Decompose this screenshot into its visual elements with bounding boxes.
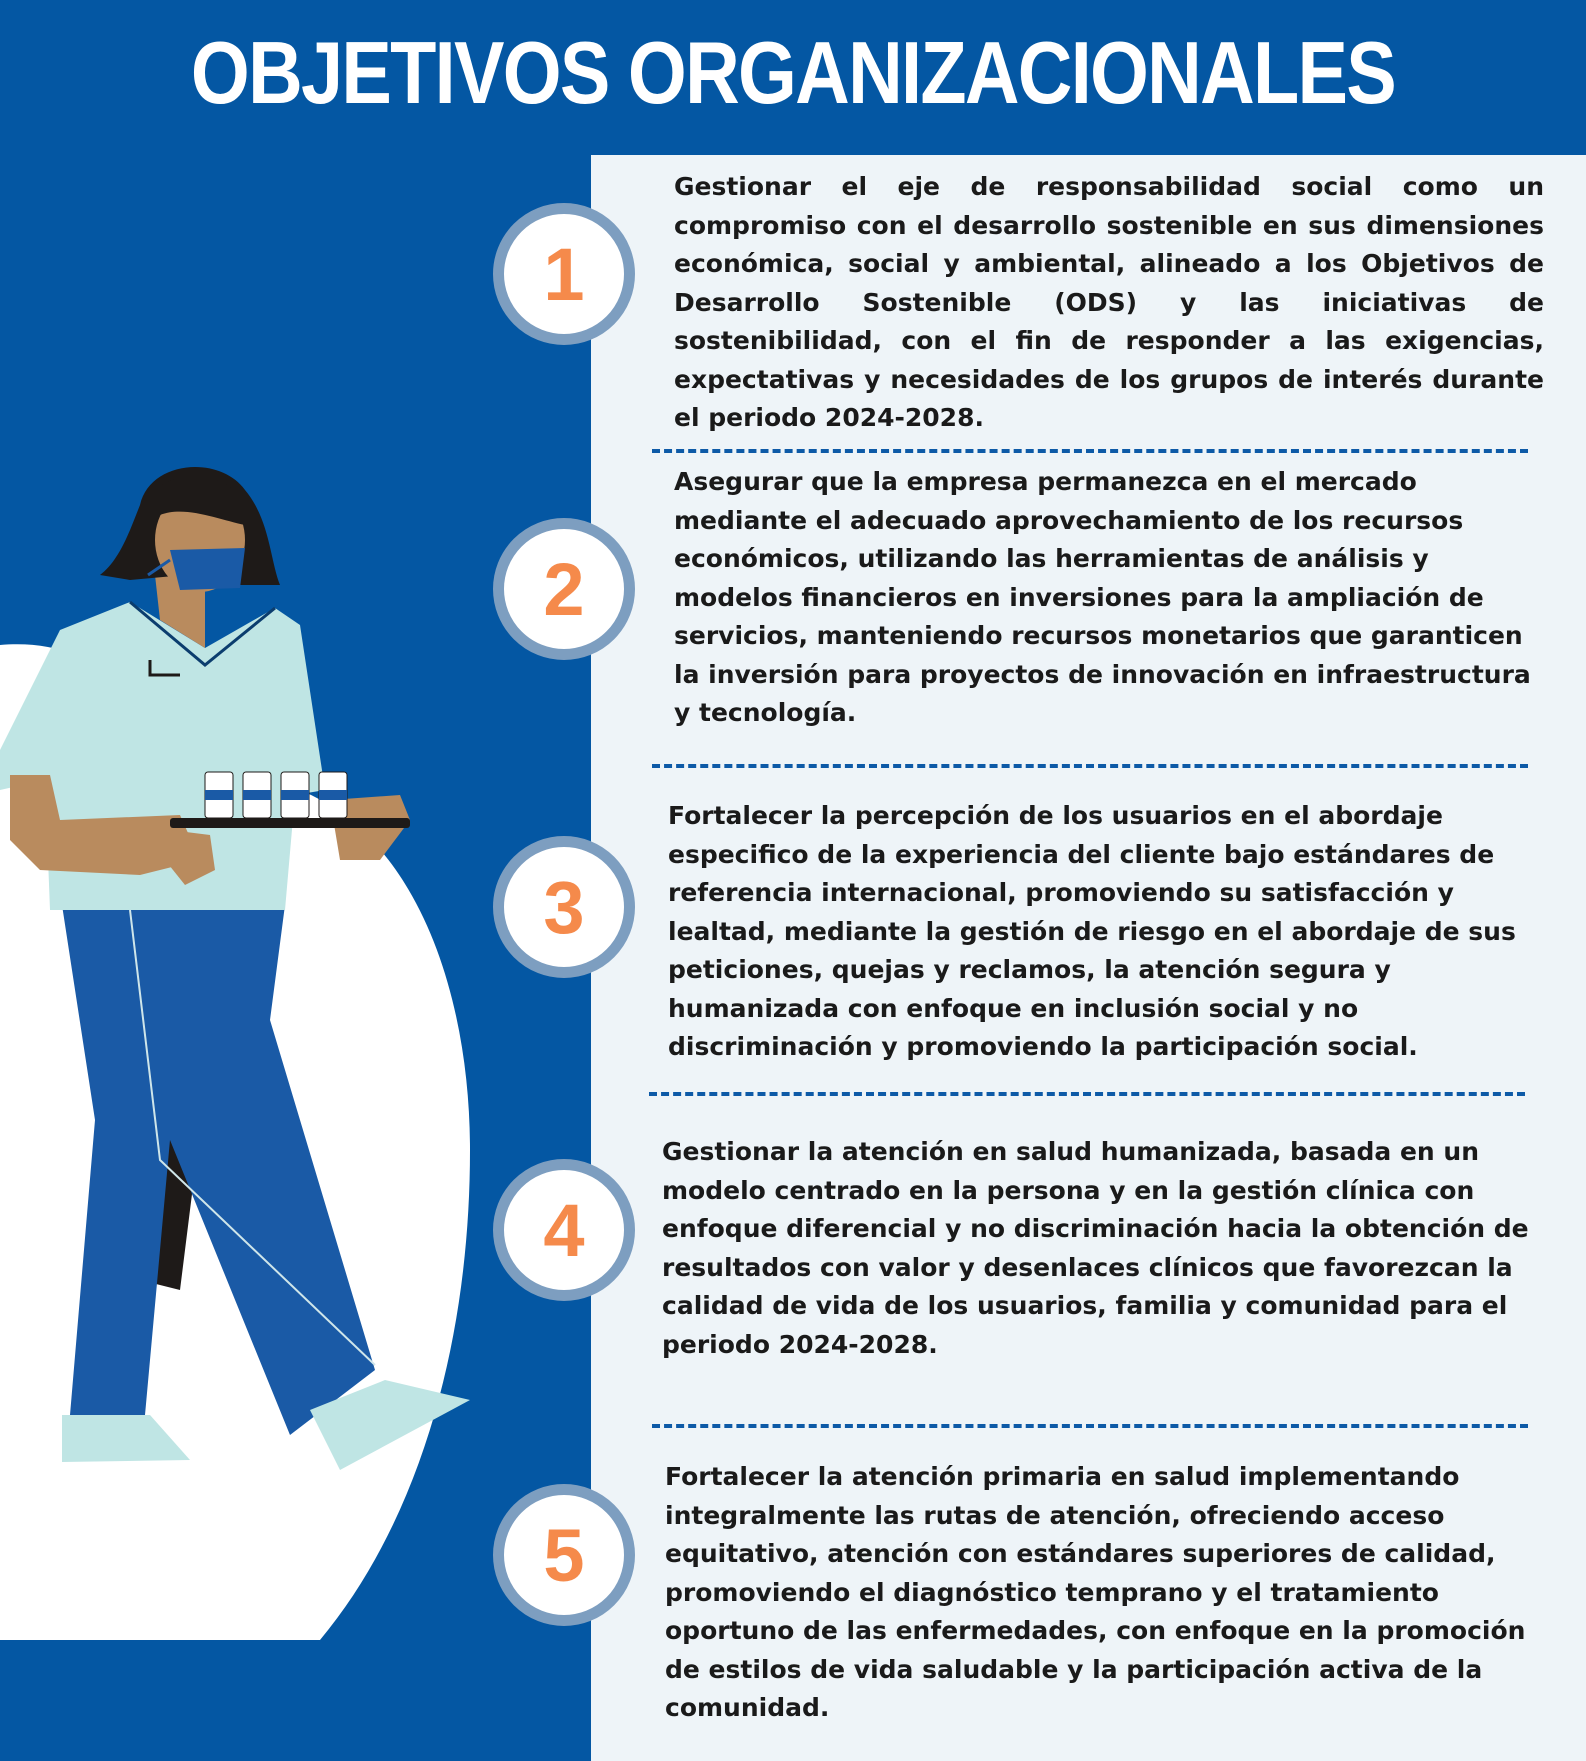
objective-text-4: Gestionar la atención en salud humanizada, basada en un modelo centrado en la persona y en la gestión clínica con enfoque diferencial y no discriminación hacia la obtención de resultados con valor y desenlaces clínicos que favorezcan la calidad de vida de los usuarios, familia y comunidad para el periodo 2024-2028.: [662, 1137, 1529, 1359]
nurse-illustration: [0, 440, 500, 1761]
objective-text-1: Gestionar el eje de responsabilidad social como un compromiso con el desarrollo sostenible en sus dimensiones económica, social y ambiental, alineado a los Objetivos de Desarrollo Sostenible (ODS) y las iniciativas de sostenibilidad, con el fin de responder a las exigencias, expectativas y necesidades de los grupos de interés durante el periodo 2024-2028.: [674, 172, 1544, 432]
page-title: OBJETIVOS ORGANIZACIONALES: [190, 23, 1396, 122]
objective-number-2: 2: [493, 518, 635, 660]
divider-4: [652, 1424, 1528, 1428]
objective-text-3: Fortalecer la percepción de los usuarios en el abordaje especifico de la experiencia del cliente bajo estándares de referencia internacional, promoviendo su satisfacción y lealtad, mediante la gestión de riesgo en el abordaje de sus peticiones, quejas y reclamos, la atención segura y humanizada con enfoque en inclusión social y no discriminación y promoviendo la participación social.: [668, 801, 1516, 1061]
objective-text-5: Fortalecer la atención primaria en salud implementando integralmente las rutas de atención, ofreciendo acceso equitativo, atención con estándares superiores de calidad, promoviendo el diagnóstico temprano y el tratamiento oportuno de las enfermedades, con enfoque en la promoción de estilos de vida saludable y la participación activa de la comunidad.: [665, 1462, 1526, 1722]
tray: [170, 818, 410, 828]
objective-number-1: 1: [493, 203, 635, 345]
objective-number-3: 3: [493, 836, 635, 978]
objective-text-2: Asegurar que la empresa permanezca en el mercado mediante el adecuado aprovechamiento de los recursos económicos, utilizando las herramientas de análisis y modelos financieros en inversiones para la ampliación de servicios, manteniendo recursos monetarios que garanticen la inversión para proyectos de innovación en infraestructura y tecnología.: [674, 467, 1531, 727]
objective-number-4: 4: [493, 1159, 635, 1301]
divider-1: [652, 449, 1528, 453]
divider-3: [649, 1092, 1525, 1096]
objective-number-5: 5: [493, 1484, 635, 1626]
face-mask: [170, 548, 245, 590]
divider-2: [652, 764, 1528, 768]
